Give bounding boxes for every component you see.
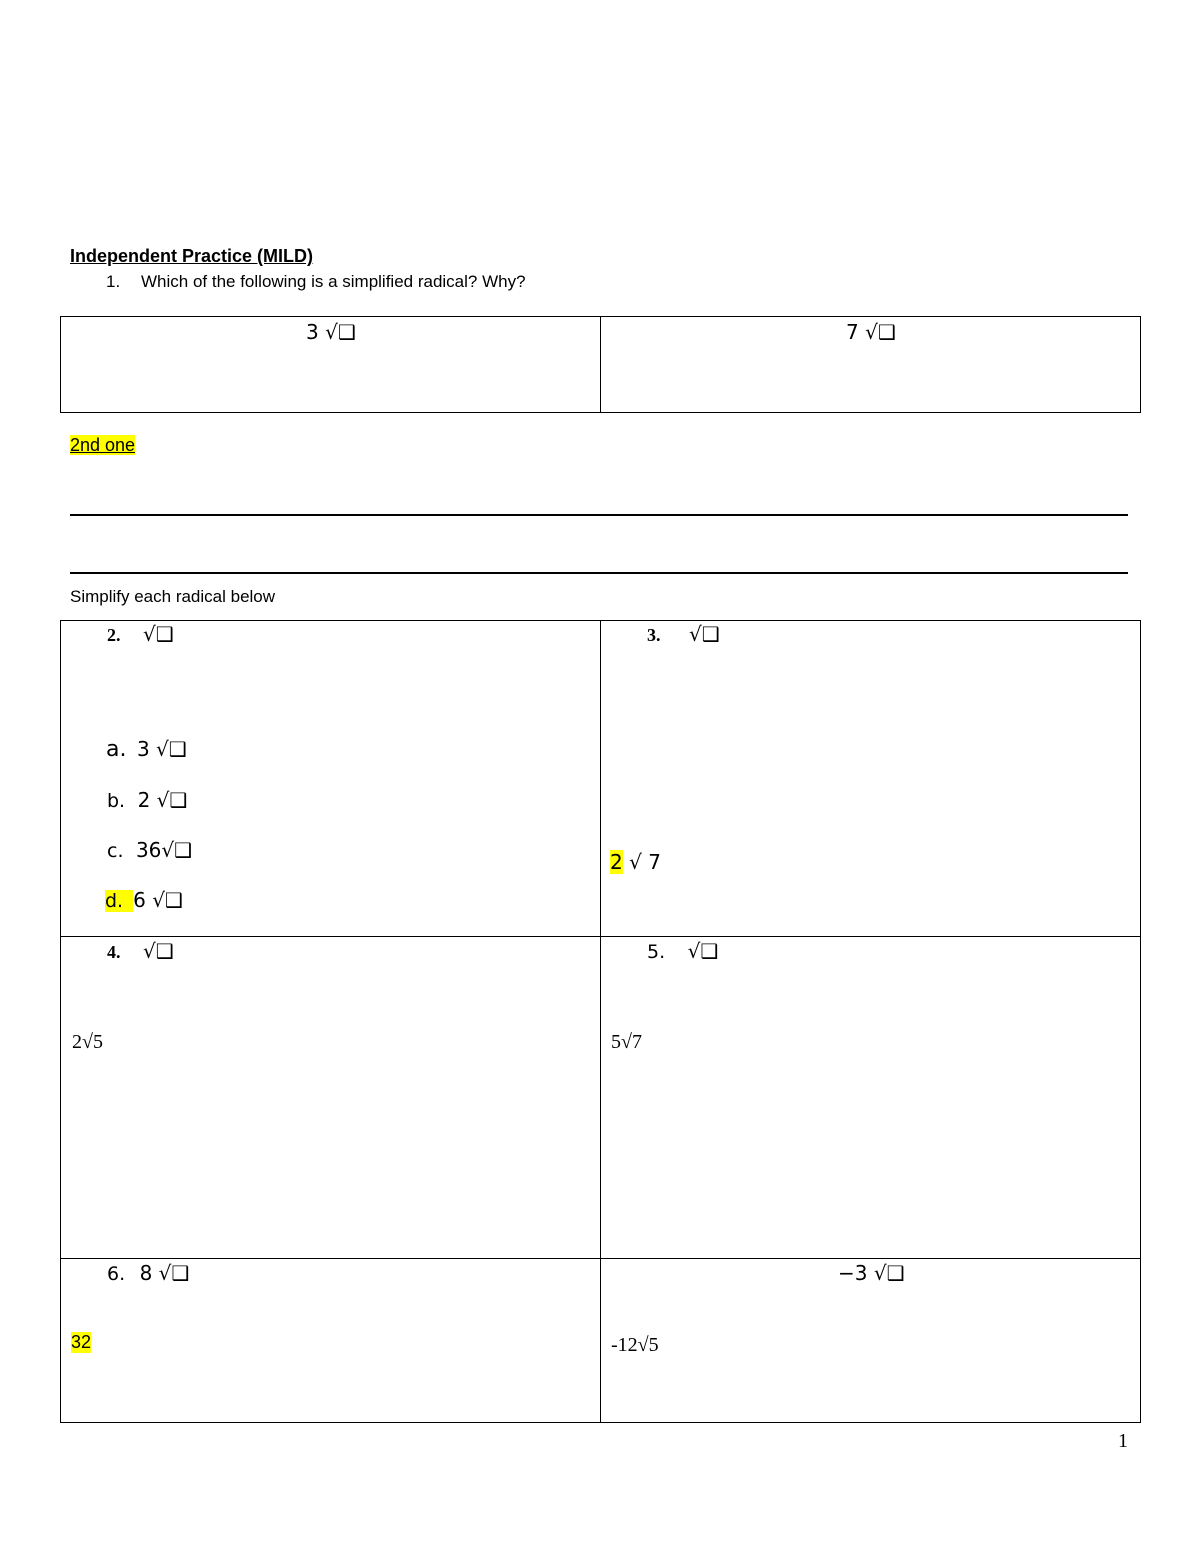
option-a-letter: a.	[106, 737, 127, 762]
problem-6-number: 6.	[107, 1263, 126, 1285]
page-title: Independent Practice (MILD)	[70, 246, 314, 266]
problem-2-option-a[interactable]	[106, 737, 187, 762]
problem-5-expression: √❑	[687, 939, 719, 963]
question-1	[106, 272, 526, 292]
problem-5-header	[647, 939, 718, 963]
option-a-value: 3 √❑	[136, 737, 187, 761]
q1-table-divider	[600, 316, 601, 413]
problem-4-number: 4.	[107, 942, 121, 962]
problem-4-header	[107, 939, 174, 963]
problem-2-header	[107, 622, 174, 646]
section-label: Simplify each radical below	[70, 587, 276, 606]
option-b-letter: b.	[107, 790, 126, 812]
problem-2-option-b[interactable]	[107, 788, 187, 812]
problem-2-option-d[interactable]	[105, 888, 183, 912]
problem-7-answer[interactable]: -12√5	[611, 1334, 659, 1356]
q1-answer-text: 2nd one	[70, 435, 136, 455]
problem-2-expression: √❑	[142, 622, 174, 646]
problem-2-number: 2.	[107, 625, 121, 645]
q1-option-left: 3 √❑	[306, 320, 356, 344]
option-c-value: 36√❑	[135, 838, 193, 862]
question-1-number: 1.	[106, 272, 121, 291]
answer-line-2[interactable]	[70, 572, 1128, 574]
problem-6-expression: 8 √❑	[139, 1261, 190, 1285]
problem-3-expression: √❑	[688, 622, 720, 646]
problem-6-answer[interactable]: 32	[71, 1332, 92, 1352]
problem-3-answer-radical: √ 7	[622, 850, 661, 874]
q1-answer[interactable]	[70, 435, 135, 456]
option-b-value: 2 √❑	[137, 788, 188, 812]
simplify-table-row-divider-1	[60, 936, 1141, 937]
problem-3-header	[647, 622, 720, 646]
problem-3-number: 3.	[647, 625, 661, 645]
problem-4-answer[interactable]: 2√5	[72, 1031, 103, 1053]
answer-line-1[interactable]	[70, 514, 1128, 516]
option-c-letter: c.	[107, 840, 124, 862]
problem-4-expression: √❑	[142, 939, 174, 963]
simplify-table-col-divider	[600, 620, 601, 1423]
question-1-text: Which of the following is a simplified radical? Why?	[141, 272, 526, 291]
problem-3-answer[interactable]	[610, 850, 661, 874]
page-number: 1	[1118, 1430, 1128, 1452]
q1-option-right: 7 √❑	[846, 320, 896, 344]
problem-2-option-c[interactable]	[107, 838, 192, 862]
problem-5-answer[interactable]: 5√7	[611, 1031, 642, 1053]
problem-6-header	[107, 1261, 189, 1285]
problem-5-number: 5.	[647, 941, 666, 963]
simplify-table-row-divider-2	[60, 1258, 1141, 1259]
option-d-value: 6 √❑	[133, 888, 183, 912]
problem-7-expression: −3 √❑	[838, 1261, 905, 1285]
option-d-letter: d.	[105, 890, 133, 912]
problem-3-answer-coefficient: 2	[610, 850, 623, 874]
